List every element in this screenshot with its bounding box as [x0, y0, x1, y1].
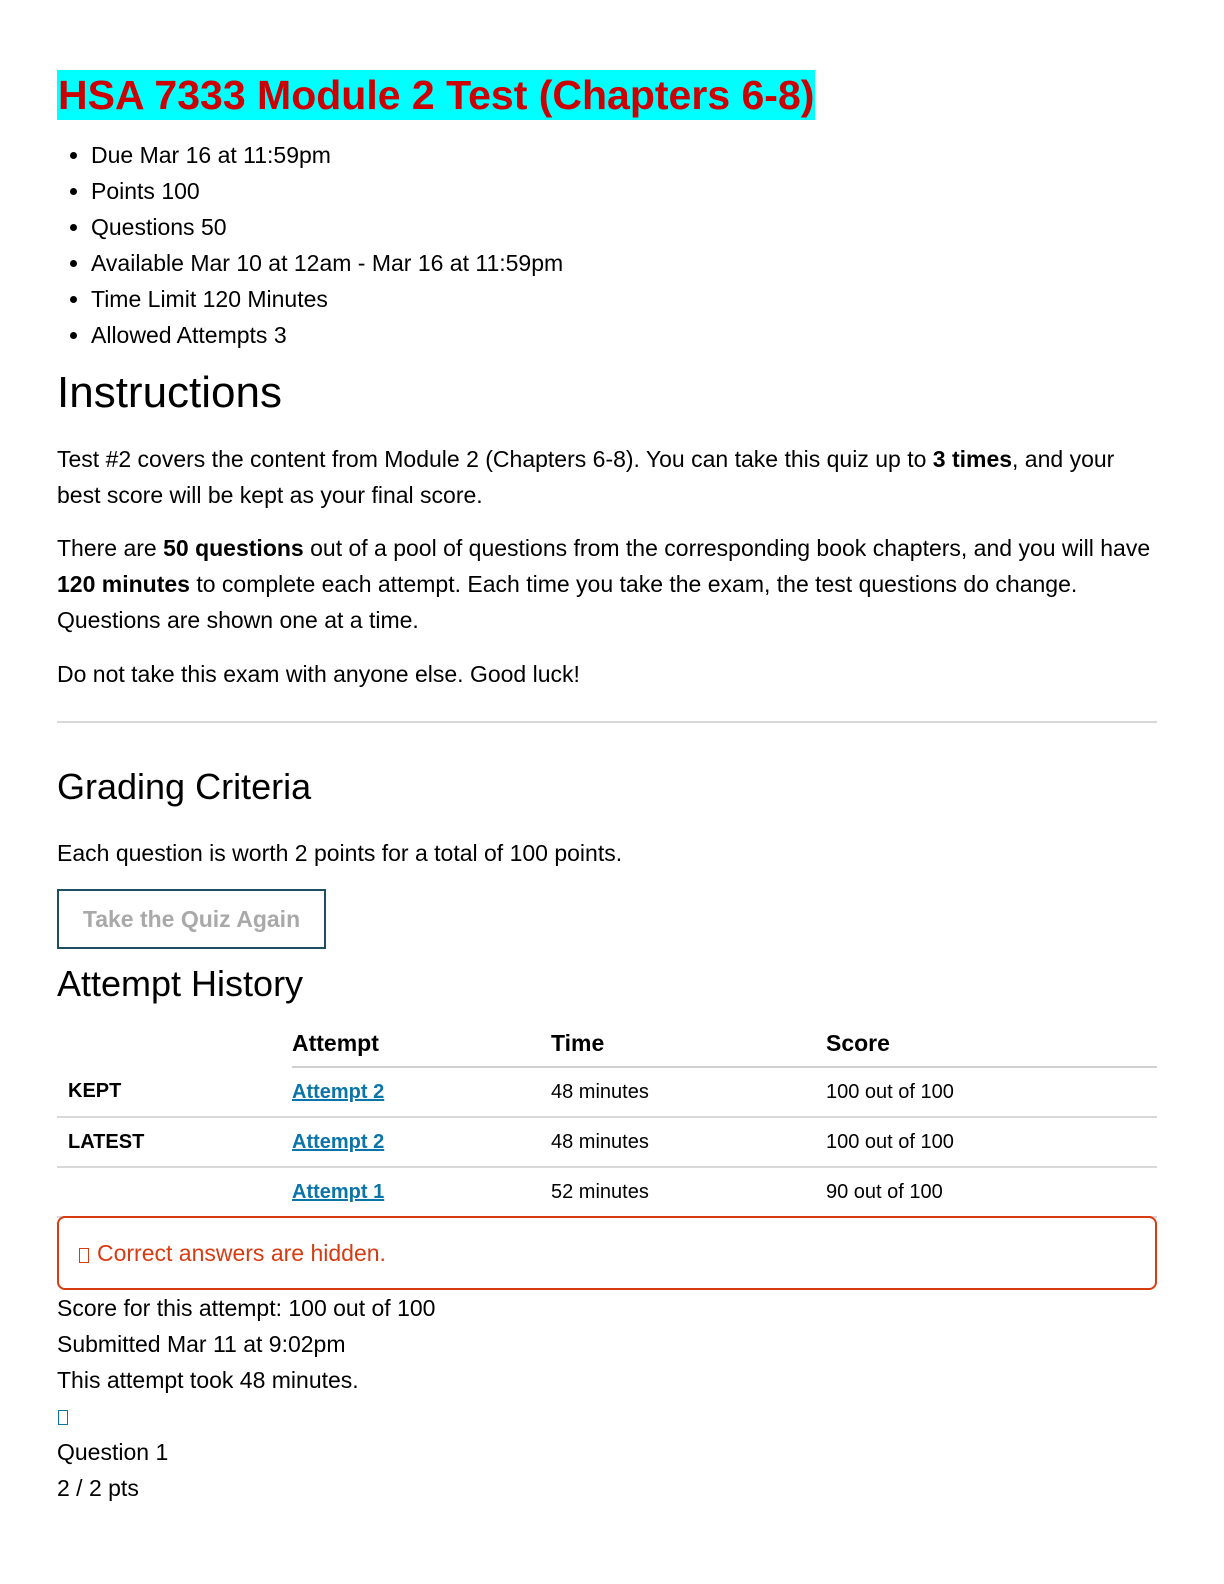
- detail-value: 3: [273, 322, 287, 348]
- attempt-history-table: [57, 1020, 1157, 1218]
- attempt-submitted: Submitted Mar 11 at 9:02pm: [57, 1331, 346, 1357]
- text-run: to complete each attempt. Each time you take the exam, the test questions do change. Questions are shown one at a time.: [57, 571, 1078, 633]
- attempt-history-heading: Attempt History: [57, 963, 304, 1004]
- column-header-attempt: Attempt: [292, 1020, 551, 1067]
- score-cell: 100 out of 100: [826, 1117, 1157, 1167]
- detail-label: Points: [91, 178, 155, 204]
- attempt-score: Score for this attempt: 100 out of 100: [57, 1295, 436, 1321]
- bold-text: 120 minutes: [57, 571, 190, 597]
- attempt-link[interactable]: Attempt 2: [292, 1080, 385, 1103]
- row-label: KEPT: [57, 1067, 292, 1117]
- detail-value: Mar 16 at 11:59pm: [139, 142, 331, 168]
- time-cell: 52 minutes: [551, 1167, 826, 1217]
- time-cell: 48 minutes: [551, 1067, 826, 1117]
- row-label: [57, 1167, 292, 1217]
- question-points: 2 / 2 pts: [57, 1475, 139, 1501]
- detail-questions: [57, 209, 563, 245]
- attempt-cell: [292, 1167, 551, 1217]
- detail-value: 50: [200, 214, 227, 240]
- detail-value: 100: [161, 178, 200, 204]
- column-header-blank: [57, 1020, 292, 1067]
- instructions-paragraph-3: Do not take this exam with anyone else. Good luck!: [57, 661, 580, 687]
- detail-label: Due: [91, 142, 134, 168]
- question-header: [57, 1434, 168, 1506]
- quiz-details-list: [57, 137, 563, 353]
- grading-criteria-text: Each question is worth 2 points for a total of 100 points.: [57, 840, 623, 866]
- table-row: [57, 1117, 1157, 1167]
- page-title: HSA 7333 Module 2 Test (Chapters 6-8): [58, 72, 815, 118]
- attempt-summary: [57, 1290, 435, 1398]
- text-run: Test #2 covers the content from Module 2 (Chapters 6-8). You can take this quiz up to: [57, 446, 933, 472]
- grading-criteria-heading: Grading Criteria: [57, 766, 312, 807]
- score-cell: 100 out of 100: [826, 1067, 1157, 1117]
- text-run: out of a pool of questions from the corresponding book chapters, and you will have: [303, 535, 1151, 561]
- attempt-cell: [292, 1117, 551, 1167]
- section-divider: [57, 721, 1157, 723]
- bullet-icon: [70, 188, 77, 195]
- table-row: [57, 1067, 1157, 1117]
- instructions-paragraph-1: [57, 441, 1157, 513]
- take-quiz-again-button[interactable]: Take the Quiz Again: [57, 889, 326, 949]
- detail-label: Questions: [91, 214, 195, 240]
- bullet-icon: [70, 296, 77, 303]
- bold-text: 3 times: [932, 446, 1013, 472]
- row-label: LATEST: [57, 1117, 292, 1167]
- alert-text: Correct answers are hidden.: [97, 1240, 386, 1266]
- detail-label: Allowed Attempts: [91, 322, 268, 348]
- table-header-row: [57, 1020, 1157, 1067]
- detail-value: Mar 10 at 12am - Mar 16 at 11:59pm: [190, 250, 564, 276]
- detail-value: 120 Minutes: [202, 286, 328, 312]
- time-cell: 48 minutes: [551, 1117, 826, 1167]
- attempt-link[interactable]: Attempt 1: [292, 1180, 385, 1203]
- detail-label: Available: [91, 250, 184, 276]
- flag-question-icon[interactable]: [58, 1410, 68, 1425]
- detail-allowed-attempts: [57, 317, 563, 353]
- text-run: , and your best score will be kept as your final score.: [57, 446, 1115, 508]
- answers-hidden-alert: [57, 1216, 1157, 1290]
- detail-time-limit: [57, 281, 563, 317]
- bold-text: 50 questions: [163, 535, 304, 561]
- detail-label: Time Limit: [91, 286, 197, 312]
- detail-due: [57, 137, 563, 173]
- question-title: Question 1: [57, 1439, 169, 1465]
- column-header-time: Time: [551, 1020, 826, 1067]
- table-row: [57, 1167, 1157, 1217]
- detail-available: [57, 245, 563, 281]
- text-run: There are: [57, 535, 164, 561]
- detail-points: [57, 173, 563, 209]
- bullet-icon: [70, 224, 77, 231]
- instructions-heading: Instructions: [57, 368, 282, 417]
- instructions-paragraph-2: [57, 530, 1157, 638]
- bullet-icon: [70, 332, 77, 339]
- attempt-duration: This attempt took 48 minutes.: [57, 1367, 359, 1393]
- bullet-icon: [70, 152, 77, 159]
- attempt-link[interactable]: Attempt 2: [292, 1130, 385, 1153]
- bullet-icon: [70, 260, 77, 267]
- score-cell: 90 out of 100: [826, 1167, 1157, 1217]
- warning-icon: [79, 1248, 89, 1263]
- attempt-cell: [292, 1067, 551, 1117]
- column-header-score: Score: [826, 1020, 1157, 1067]
